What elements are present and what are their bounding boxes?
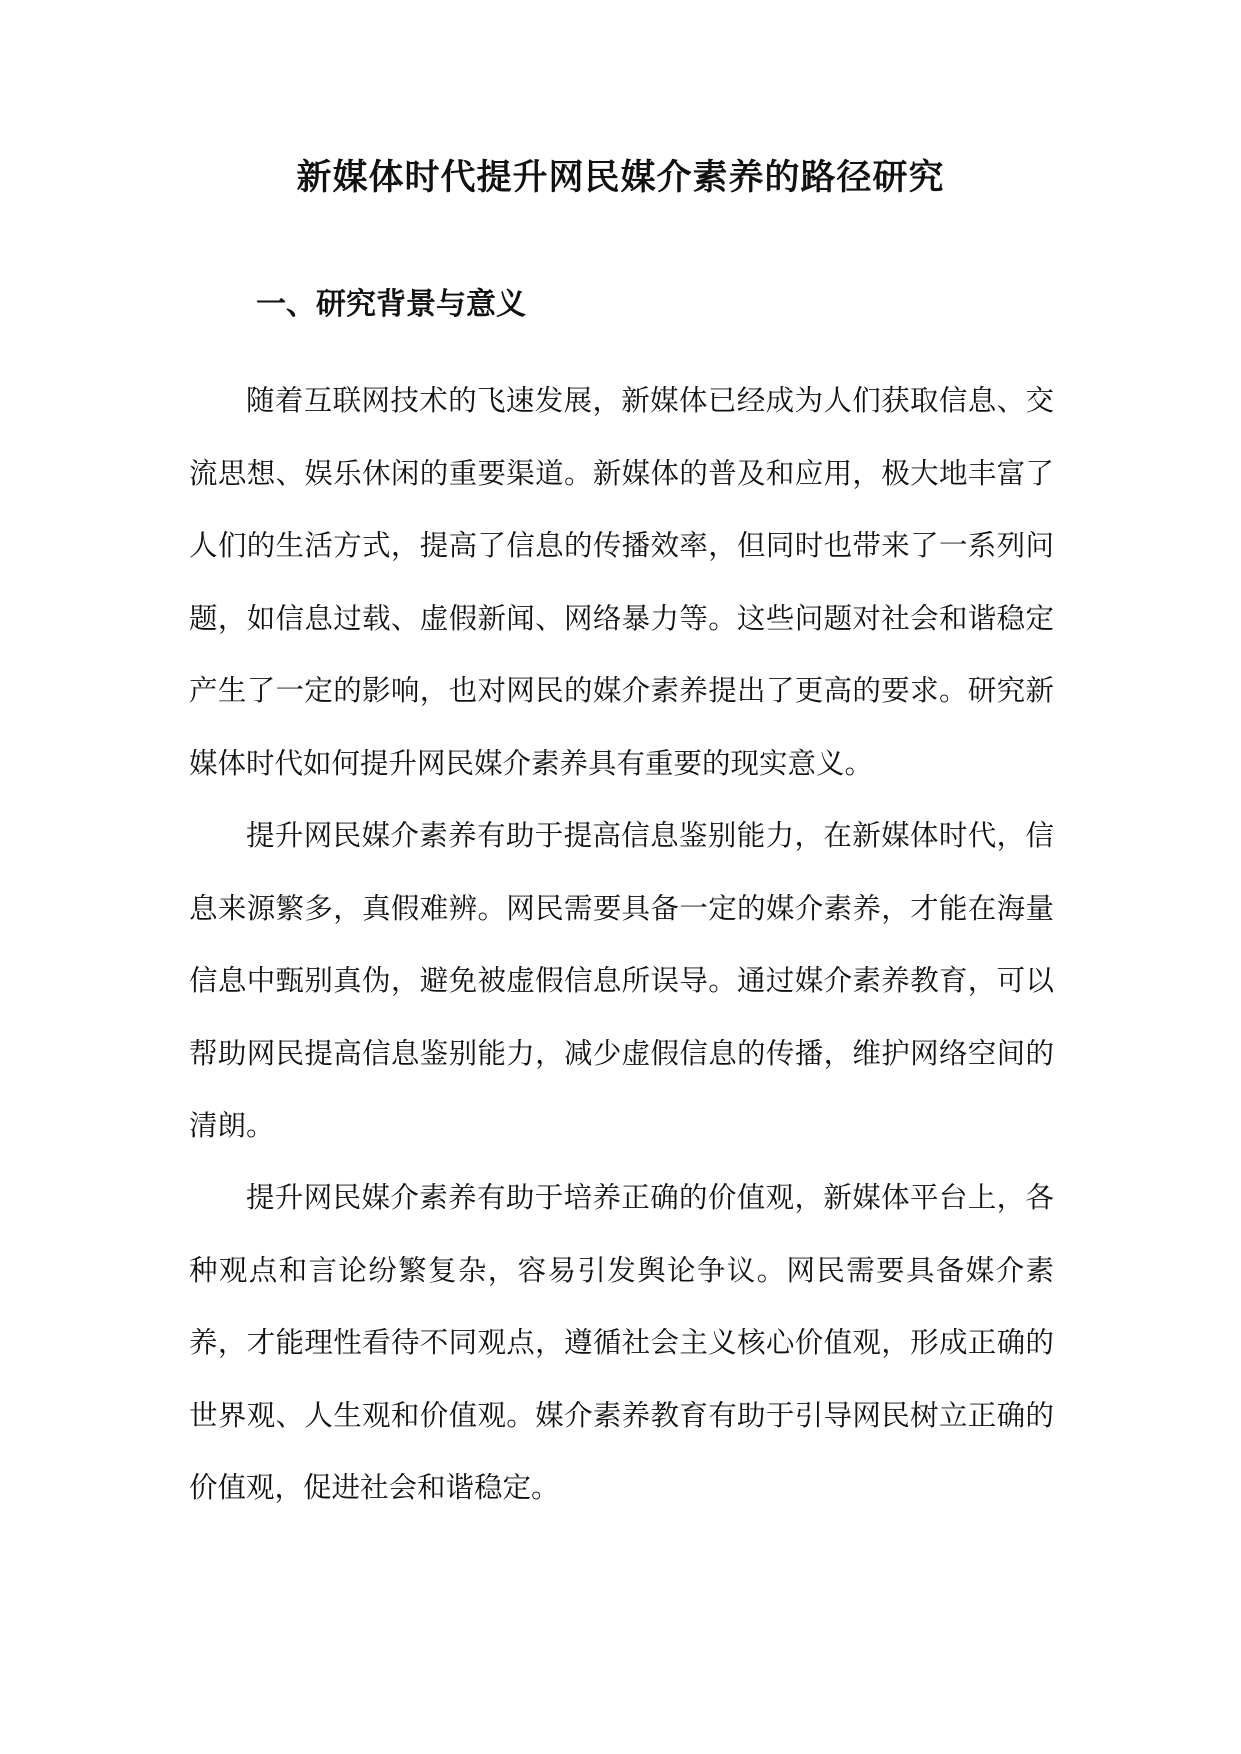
section-heading: 一、研究背景与意义 xyxy=(256,287,526,322)
body-paragraph-3: 提升网民媒介素养有助于培养正确的价值观，新媒体平台上，各种观点和言论纷繁复杂，容易引发舆论争议。网民需要具备媒介素养，才能理性看待不同观点，遵循社会主义核心价值观，形成正确的世界观、人生观和价值观。媒介素养教育有助于引导网民树立正确的价值观，促进社会和谐稳定。 xyxy=(189,1181,1054,1504)
body-paragraph-2: 提升网民媒介素养有助于提高信息鉴别能力，在新媒体时代，信息来源繁多，真假难辨。网民需要具备一定的媒介素养，才能在海量信息中甄别真伪，避免被虚假信息所误导。通过媒介素养教育，可以帮助网民提高信息鉴别能力，减少虚假信息的传播，维护网络空间的清朗。 xyxy=(189,819,1054,1142)
body-paragraph-1: 随着互联网技术的飞速发展，新媒体已经成为人们获取信息、交流思想、娱乐休闲的重要渠道。新媒体的普及和应用，极大地丰富了人们的生活方式，提高了信息的传播效率，但同时也带来了一系列问题，如信息过载、虚假新闻、网络暴力等。这些问题对社会和谐稳定产生了一定的影响，也对网民的媒介素养提出了更高的要求。研究新媒体时代如何提升网民媒介素养具有重要的现实意义。 xyxy=(189,384,1054,780)
document-title: 新媒体时代提升网民媒介素养的路径研究 xyxy=(296,158,945,198)
